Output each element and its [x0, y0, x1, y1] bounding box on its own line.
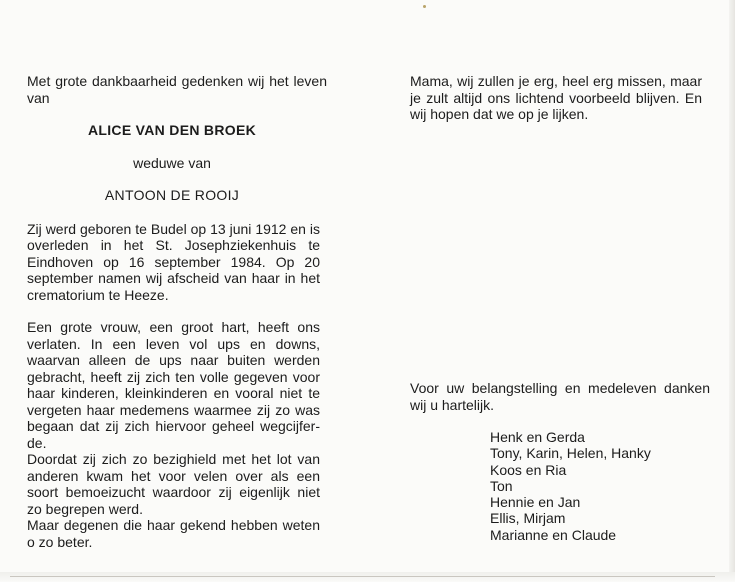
relation-text: weduwe van: [133, 154, 211, 171]
card-bottom-edge: [0, 572, 735, 582]
left-column: [27, 73, 327, 550]
family-member: Koos en Ria: [490, 461, 567, 478]
tribute-paragraph-1: Een grote vrouw, een groot hart, heeft ons verlaten. In een leven vol ups en downs, waarvan alleen de ups naar buiten werden gebracht, heeft zij zich ten volle gegeven voor haar kinderen, kleinkinderen en vooral niet te vergeten haar medemens waarmee zij zo was begaan dat zij zich hiervoor geheel wegcijfer-de.: [27, 319, 320, 451]
spouse-name: ANTOON DE ROOIJ: [104, 187, 240, 203]
tribute-paragraph-3: Maar degenen die haar gekend hebben weten o zo beter.: [27, 517, 320, 550]
deceased-name: ALICE VAN DEN BROEK: [87, 122, 256, 138]
farewell-text: Mama, wij zullen je erg, heel erg missen, maar je zult altijd ons lichtend voorbeeld blijven. En wij hopen dat we op je lijken.: [410, 73, 702, 122]
thanks-text: Voor uw belangstelling en medeleven danken wij u hartelijk.: [410, 380, 710, 413]
family-list: [490, 429, 651, 543]
family-member: Ellis, Mirjam: [490, 510, 566, 527]
family-member: Marianne en Claude: [490, 526, 617, 543]
intro-text: Met grote dankbaarheid gedenken wij het leven van: [27, 73, 327, 106]
family-member: Ton: [490, 477, 513, 494]
family-member: Henk en Gerda: [490, 429, 585, 445]
family-member: Hennie en Jan: [490, 494, 581, 511]
paper-speck: [423, 5, 426, 8]
tribute-paragraph-2: Doordat zij zich zo bezighield met het lot van anderen kwam het voor velen over als een soort bemoeizucht waardoor zij eigenlijk niet zo begrepen werd.: [27, 451, 320, 517]
bio-text: Zij werd geboren te Budel op 13 juni 1912 en is overleden in het St. Josephziekenhuis te Eindhoven op 16 september 1984. Op 20 september namen wij afscheid van haar in het crematorium te Heeze.: [27, 220, 320, 303]
card-edge: [729, 0, 735, 582]
family-member: Tony, Karin, Helen, Hanky: [490, 445, 651, 462]
